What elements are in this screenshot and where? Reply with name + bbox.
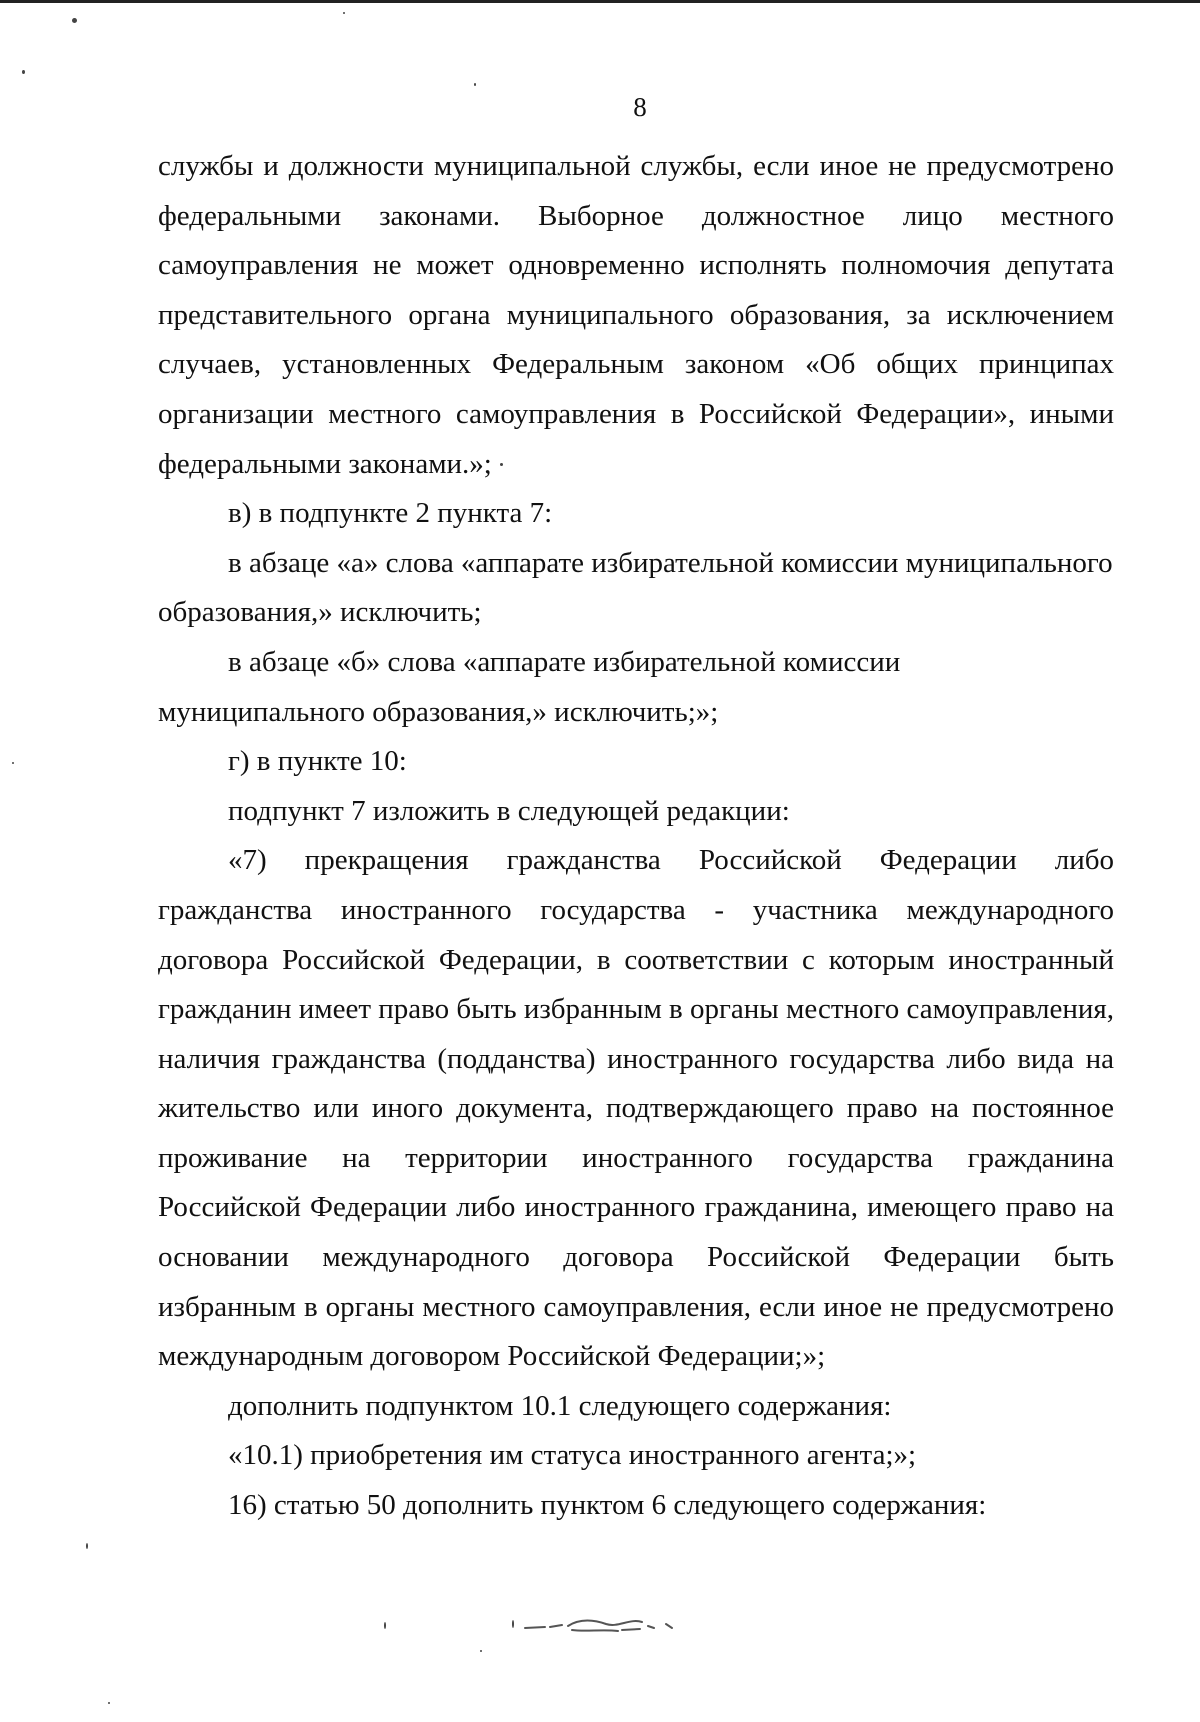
scan-smudge: [520, 1612, 700, 1638]
paragraph-subitem-v: в) в подпункте 2 пункта 7:: [228, 497, 553, 530]
paragraph-add-10-1-intro: дополнить подпунктом 10.1 следующего содержания:: [228, 1389, 892, 1422]
paragraph-10-1-text: «10.1) приобретения им статуса иностранного агента;»;: [228, 1439, 917, 1472]
paragraph-subitem-g: г) в пункте 10:: [228, 745, 407, 778]
paragraph-continuation: службы и должности муниципальной службы, если иное не предусмотрено федеральными законами. Выборное должностное лицо местного самоуправления не может одновременно исполнять полномочия депутата представительного органа муниципального образования, за исключением случаев, установленных Федеральным законом «Об общих принципах организации местного самоуправления в Российской Федерации», иными федеральными законами.»;: [158, 150, 1114, 480]
document-body: [158, 142, 1114, 1531]
paragraph-abzac-b: в абзаце «б» слова «аппарате избирательной комиссии муниципального образования,» исключить;»;: [158, 645, 901, 728]
scan-speck: [12, 762, 14, 764]
paragraph-podpunkt-7-text: «7) прекращения гражданства Российской Федерации либо гражданства иностранного государства - участника международного договора Российской Федерации, в соответствии с которым иностранный гражданин имеет право быть избранным в органы местного самоуправления, наличия гражданства (подданства) иностранного государства либо вида на жительство или иного документа, подтверждающего право на постоянное проживание на территории иностранного государства гражданина Российской Федерации либо иностранного гражданина, имеющего право на основании международного договора Российской Федерации быть избранным в органы местного самоуправления, если иное не предусмотрено международным договором Российской Федерации;»;: [158, 844, 1114, 1373]
scan-speck: [22, 70, 25, 74]
top-border-line: [0, 0, 1200, 3]
paragraph-podpunkt-7-intro: подпункт 7 изложить в следующей редакции:: [228, 794, 790, 827]
scan-speck: [480, 1650, 482, 1652]
paragraph-item-16: 16) статью 50 дополнить пунктом 6 следующего содержания:: [228, 1489, 987, 1522]
scan-speck: [474, 83, 476, 86]
scan-speck: [343, 12, 345, 14]
scan-speck: [86, 1543, 88, 1549]
scan-speck: [512, 1620, 514, 1628]
scan-speck: [72, 18, 77, 23]
page-number: 8: [633, 92, 647, 122]
paragraph-abzac-a: в абзаце «а» слова «аппарате избирательной комиссии муниципального образования,» исключить;: [158, 546, 1113, 629]
scan-speck: [108, 1702, 110, 1704]
scan-speck: [384, 1622, 386, 1629]
